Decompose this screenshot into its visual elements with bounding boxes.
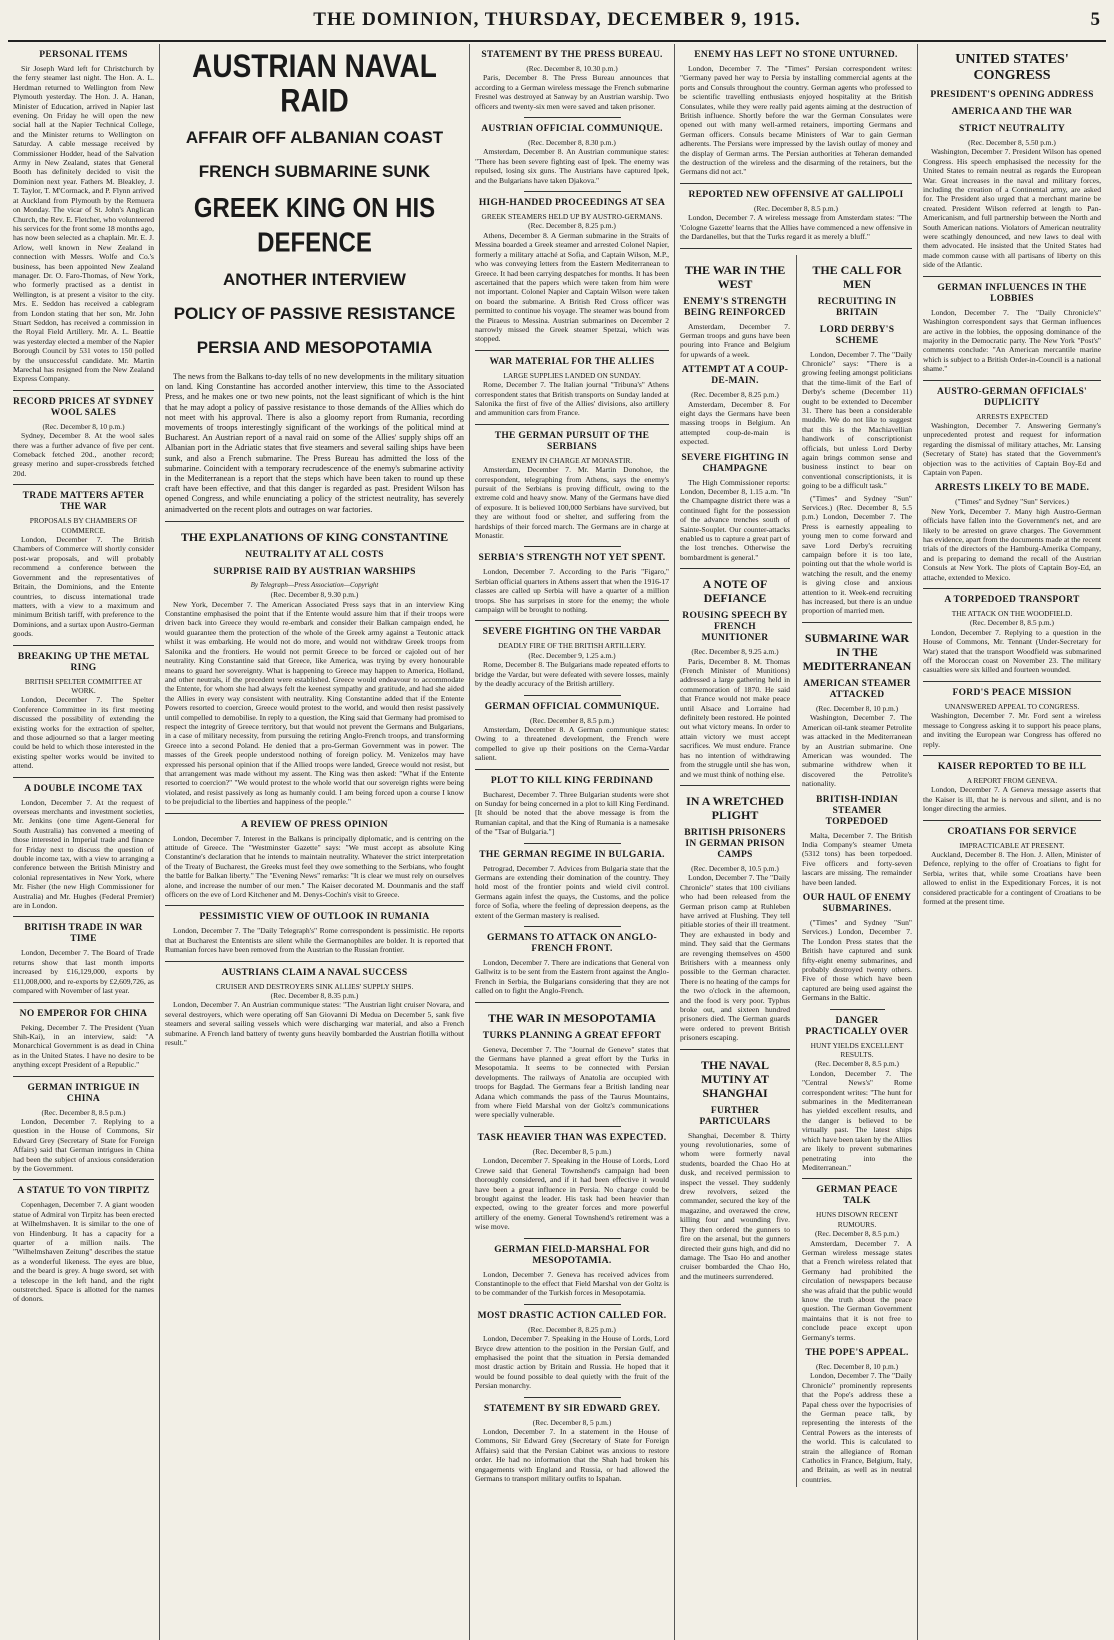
headline: THE POPE'S APPEAL. bbox=[805, 1348, 909, 1358]
headline: PLOT TO KILL KING FERDINAND bbox=[490, 775, 654, 786]
article-body: London, December 7. At the request of overseas merchants and investment societies, Mr. Jenkins (one time Agent-General for South Australia) has convened a meeting of those interested in Imperial trade and finance for Friday next to discuss the question of double income tax, with a view to arranging a conference between the British Ministry and colonial representatives in New York, where Mr. Fisher (the new High Commissioner for Australia) and Mr. Hughes (Federal Premier) are in London. bbox=[13, 797, 154, 911]
dateline: (Rec. December 8, 10 p.m.) bbox=[815, 1362, 899, 1371]
article-body: London, December 7. A Geneva message asserts that the Kaiser is ill, that he is nervous and silent, and is no longer directing the armies. bbox=[923, 785, 1101, 814]
dateline: (Rec. December 8, 8.5 p.m.) bbox=[41, 1107, 126, 1117]
headline: A STATUE TO VON TIRPITZ bbox=[17, 1186, 150, 1197]
subheadline: AMERICAN STEAMER ATTACKED bbox=[803, 678, 911, 700]
article-body: Amsterdam, December 7. A German wireless message states that a French wireless related that Germany had prohibited the circulation of newspapers because she was afraid that the public would know the truth about the peace question. The German Government maintains that it is not free to conclude peace except upon Germany's terms. bbox=[802, 1238, 912, 1342]
subheadline: ENEMY'S STRENGTH BEING REINFORCED bbox=[683, 296, 787, 318]
headline: MOST DRASTIC ACTION CALLED FOR. bbox=[477, 1310, 667, 1321]
subheadline: RECRUITING IN BRITAIN bbox=[817, 296, 897, 318]
article-body: London, December 7. The "Daily Telegraph's" Rome correspondent is pessimistic. He reports that at Bucharest the Ententists are silent while the Germanophiles are bolder. It is reported that Rumanian forces have been removed from the Austrian to the Russian frontier. bbox=[165, 926, 464, 955]
column-3 bbox=[470, 44, 675, 1640]
dateline: (Rec. December 8, 8.30 p.m.) bbox=[528, 138, 616, 148]
headline: ATTEMPT AT A COUP-DE-MAIN. bbox=[681, 365, 789, 387]
subheadline: DEADLY FIRE OF THE BRITISH ARTILLERY. bbox=[498, 641, 646, 651]
article-body: London, December 7. The "Daily Chronicle" prominently represents that the Pope's address these a Papal chess over the hypocrisies of the German peace talk, by representing the interests of the Central Powers as the interests of the world. This is calculated to strain the allegiance of Roman Catholics in France, Belgium, Italy, and Britain, as well as in neutral countries. bbox=[802, 1371, 912, 1484]
subheadline: FURTHER PARTICULARS bbox=[699, 1105, 771, 1127]
subheadline: BRITISH SPELTER COMMITTEE AT WORK. bbox=[24, 676, 143, 695]
headline: OUR HAUL OF ENEMY SUBMARINES. bbox=[802, 892, 912, 914]
article-body: Washington, December 7. The American oil-tank steamer Petrolite was attacked in the Mediterranean by an Austrian submarine. One American was wounded. The submarine withdrew when it discovered the Petrolite's nationality. bbox=[802, 713, 912, 789]
headline: BRITISH TRADE IN WAR TIME bbox=[24, 923, 143, 945]
headline: WAR MATERIAL FOR THE ALLIES bbox=[489, 356, 655, 367]
deck-headline: POLICY OF PASSIVE RESISTANCE bbox=[173, 304, 456, 323]
subheadline: TURKS PLANNING A GREAT EFFORT bbox=[482, 1030, 662, 1041]
dateline: ("Times" and Sydney "Sun" Services.) bbox=[955, 497, 1069, 507]
article-body: Washington, December 7. Answering Germany's unprecedented protest and request for information regarding the dismissal of military attaches, Mr. Lansing (Secretary of State) has stated that the Government's objection was to the activities of Captain Boy-Ed and Captain von Papen. bbox=[923, 420, 1101, 477]
article-body: Copenhagen, December 7. A giant wooden statue of Admiral von Tirpitz has been erected at Wilhelmshaven. It is similar to the one of von Hindenburg. It has a capacity for a quarter of a million nails. The "Wilhelmshaven Zeitung" describes the statue as a wonderful likeness. The eyes are blue, and the beard is grey. A huge sword, set with a telescope in the left hand, and the right outstretched. Space is allotted for the names of donors. bbox=[13, 1200, 154, 1304]
article-body: London, December 7. The Board of Trade returns show that last month imports increased by £16,129,000, exports by £11,008,000, and re-exports by £2,609,726, as compared with November of last year. bbox=[13, 948, 154, 996]
article-body: The High Commissioner reports: London, December 8, 1.15 a.m. "In the Champagne district there was a continued fight for the possession of the advance trenches south of Sainte-Souplet. Our counter-attacks enabled us to capture a great part of the lost trenches. Otherwise the bombardment is general." bbox=[680, 477, 790, 562]
article-body: London, December 7. Geneva has received advices from Constantinople to the effect that Field Marshal von der Goltz is to be commander of the Turkish forces in Mesopotamia. bbox=[475, 1269, 669, 1298]
article-body: London, December 7. The "Daily Chronicle" states that 100 civilians who had been released from the German prison camp at Ruhleben have arrived at Flushing. They tell pitiable stories of their ill treatment. They are exhausted in body and mind. They said that the Germans are revenging themselves on 4500 Britishers with a meanness only possible to the German character. There is no heating of the camps for the two o'clock in the afternoon, and the food is very poor. Typhus broke out, and sixteen hundred prisoners died. The German guards were ordered to prevent British prisoners escaping. bbox=[680, 873, 790, 1043]
subheadline: PROPOSALS BY CHAMBERS OF COMMERCE. bbox=[29, 516, 138, 535]
article-body: London, December 7. A wireless message from Amsterdam states: "The 'Cologne Gazette' learns that the Allies have commenced a new offensive in the Dardanelles, but that the Turks regard it as merely a bluff." bbox=[680, 213, 912, 242]
article-body: Auckland, December 8. The Hon. J. Allen, Minister of Defence, replying to the offer of Croatians to fight for Serbia, writes that, while some Croatians have been allowed to enlist in the Expeditionary Forces, it is not considered practicable for a contingent of Croatians to be formed at the present time. bbox=[923, 849, 1101, 906]
subheadline: LARGE SUPPLIES LANDED ON SUNDAY. bbox=[503, 370, 641, 380]
deck-headline: FRENCH SUBMARINE SUNK bbox=[198, 162, 431, 181]
headline: GERMAN OFFICIAL COMMUNIQUE. bbox=[484, 701, 660, 712]
dateline: (Rec. December 8, 5 p.m.) bbox=[532, 1417, 612, 1427]
headline: STATEMENT BY SIR EDWARD GREY. bbox=[483, 1403, 661, 1414]
headline: TRADE MATTERS AFTER THE WAR bbox=[22, 491, 145, 513]
headline: THE CALL FOR MEN bbox=[812, 262, 902, 291]
dateline: (Rec. December 8, 8.25 p.m.) bbox=[691, 390, 779, 400]
article-body: Sydney, December 8. At the wool sales there was a further advance of five per cent. Comeback fetched 20d., another record; greasy merino and super-crossbreds fetched 20d. bbox=[13, 431, 154, 478]
subheadline: THE ATTACK ON THE WOODFIELD. bbox=[951, 609, 1073, 619]
article-body: London, December 7. In a statement in the House of Commons, Sir Edward Grey (Secretary of State for Foreign Affairs) said that the Persian Cabinet was anxious to restore order. He had no information that the Shah had broken his engagements with England and Russia, or had allowed the Germans to transport military outfits to Ispahan. bbox=[475, 1427, 669, 1484]
headline: FORD'S PEACE MISSION bbox=[952, 687, 1072, 698]
article-body: London, December 7. According to the Paris "Figaro," Serbian official quarters in Athens assert that when the 1916-17 classes are called up Serbia will have a quarter of a million troops. She has surprises in store for the enemy; the whole campaign will be brought to nothing. bbox=[475, 567, 669, 615]
headline: IN A WRETCHED PLIGHT bbox=[686, 793, 784, 822]
deck-headline: PERSIA AND MESOPOTAMIA bbox=[196, 338, 433, 357]
subheadline: LORD DERBY'S SCHEME bbox=[819, 324, 895, 346]
article-body: London, December 7. The Spelter Conference Committee in its first meeting discussed the possibility of extending the existing works for the extraction of spelter, and those adjourned so that a larger meeting could be held to which those interested in the existing spelter works would be invited to attend. bbox=[13, 695, 154, 771]
subheadline: ARRESTS EXPECTED bbox=[975, 411, 1049, 421]
dateline: (Rec. December 8, 10 p.m.) bbox=[42, 421, 125, 431]
dateline: (Rec. December 8, 5 p.m.) bbox=[532, 1146, 612, 1156]
headline: GERMAN FIELD-MARSHAL FOR MESOPOTAMIA. bbox=[494, 1244, 650, 1266]
main-headline: AUSTRIAN NAVAL RAID bbox=[192, 48, 437, 119]
article-body: Geneva, December 7. The "Journal de Geneve" states that the Germans have planned a great effort by the Turks in Mesopotamia. It seems to be connected with Persian developments. The railways of Anatolia are occupied with troops for Bagdad. The Germans fear a British landing near Adana which commands the pass of the Taurus Mountains, from where Field Marshal von der Goltz's communications were specially vulnerable. bbox=[475, 1044, 669, 1120]
subheadline: A REPORT FROM GENEVA. bbox=[966, 775, 1058, 785]
dateline: (Rec. December 8, 10.5 p.m.) bbox=[691, 863, 779, 873]
deck-headline: ANOTHER INTERVIEW bbox=[223, 270, 406, 289]
article-body: Amsterdam, December 7. German troops and guns have been pouring into France and Belgium for upwards of a week. bbox=[680, 321, 790, 359]
subheadline: HUNT YIELDS EXCELLENT RESULTS. bbox=[810, 1040, 904, 1060]
subheadline: IMPRACTICABLE AT PRESENT. bbox=[959, 840, 1065, 850]
column-4 bbox=[675, 44, 918, 1640]
subheadline: SURPRISE RAID BY AUSTRIAN WARSHIPS bbox=[213, 566, 416, 577]
dateline: (Rec. December 8, 10.30 p.m.) bbox=[526, 64, 618, 73]
subheadline: UNANSWERED APPEAL TO CONGRESS. bbox=[944, 701, 1080, 711]
dateline: (Rec. December 8, 8.5 p.m.) bbox=[970, 618, 1054, 628]
headline: A TORPEDOED TRANSPORT bbox=[944, 595, 1080, 606]
article-body: Amsterdam, December 7. Mr. Martin Donohoe, the correspondent, telegraphing from Athens, says the enemy's pursuit of the Serbians is proving difficult, owing to the extreme cold and heavy snow. Many of the Germans have died of exposure. It is believed 100,000 Serbians have survived, but they are without food or shelter, and suffering from the hardships of their forced march. The Germans are in charge at Monastir. bbox=[475, 465, 669, 541]
headline: BRITISH-INDIAN STEAMER TORPEDOED bbox=[816, 794, 898, 827]
dateline: (Rec. December 8, 9.30 p.m.) bbox=[270, 590, 359, 600]
subheadline: GREEK STEAMERS HELD UP BY AUSTRO-GERMANS. bbox=[481, 212, 663, 222]
dateline: (Rec. December 9, 1.25 a.m.) bbox=[528, 650, 616, 660]
column-5 bbox=[918, 44, 1106, 1640]
article-body: Petrograd, December 7. Advices from Bulgaria state that the Germans are extending their domination of the country. They hold most of the frontier points and wield civil control. Germans again infest the quays, the Customs, and the police force of Sofia, where the feeling of depression deepens, as the extent of the German mastery is realised. bbox=[475, 863, 669, 920]
headline: THE GERMAN REGIME IN BULGARIA. bbox=[479, 849, 665, 860]
headline: THE NAVAL MUTINY AT SHANGHAI bbox=[701, 1057, 769, 1100]
headline: PESSIMISTIC VIEW OF OUTLOOK IN RUMANIA bbox=[199, 912, 430, 923]
dateline: (Rec. December 8, 10 p.m.) bbox=[815, 703, 899, 713]
headline: SEVERE FIGHTING IN CHAMPAGNE bbox=[681, 452, 789, 474]
subheadline: ENEMY IN CHARGE AT MONASTIR. bbox=[511, 455, 633, 465]
headline: AUSTRIAN OFFICIAL COMMUNIQUE. bbox=[481, 124, 663, 135]
headline: THE GERMAN PURSUIT OF THE SERBIANS bbox=[494, 430, 650, 452]
headline: THE WAR IN MESOPOTAMIA bbox=[488, 1010, 656, 1025]
lead-summary: The news from the Balkans to-day tells of no new developments in the military situation on land. King Constantine has accorded another interview, this time to the Associated Press, and he makes one or two new points, not the least significant of which is the hint that he may adopt a policy of passive resistance to those demands of the Allies which do not meet with his approval. There is also a gloomy report from Rumania, recording movements of troops interestingly significant of the workings of the political mind at Bucharest. An Austrian report of a naval raid on some of the Allies' supply ships off an Albanian port in the Adriatic states that five steamers and several sailing ships have been sunk, and also a French submarine. The Press Bureau has admitted the loss of the submarine. Coincident with a temporary recrudescence of the enemy's submarine activity in the Mediterranean is a report that the steps which have been taken to round up these craft have been effective, and that this danger is regarded as past. President Wilson has opened Congress, and while enunciating a policy of the strictest neutrality, has severely animadverted on the recent plots and outrages on war factories. bbox=[165, 372, 464, 514]
headline: GERMANS TO ATTACK ON ANGLO-FRENCH FRONT. bbox=[487, 933, 657, 954]
article-body: ("Times" and Sydney "Sun" Services.) (Rec. December 8, 5.5 p.m.) London, December 7. The Press is earnestly appealing to young men to come forward and save Lord Derby's recruiting campaign before it is too late, pointing out that the whole world is watching the result, and the enemy is giving close and anxious attention to it. Week-end recruiting has increased, but there is an undue proportion of married men. bbox=[802, 493, 912, 616]
masthead bbox=[8, 0, 1106, 42]
headline: SERBIA'S STRENGTH NOT YET SPENT. bbox=[478, 553, 666, 564]
deck-headline: GREEK KING ON HIS DEFENCE bbox=[193, 192, 436, 259]
headline: SEVERE FIGHTING ON THE VARDAR bbox=[482, 627, 662, 638]
subheadline: AMERICA AND THE WAR bbox=[951, 107, 1073, 117]
headline: GERMAN INTRIGUE IN CHINA bbox=[27, 1082, 140, 1104]
column-2 bbox=[160, 44, 470, 1640]
subheadline: HUNS DISOWN RECENT RUMOURS. bbox=[815, 1210, 899, 1229]
dateline: (Rec. December 8, 8.35 p.m.) bbox=[270, 991, 359, 1001]
masthead-title: THE DOMINION, THURSDAY, DECEMBER 9, 1915. bbox=[313, 9, 801, 30]
subheadline: NEUTRALITY AT ALL COSTS bbox=[245, 549, 384, 560]
headline: SUBMARINE WAR IN THE MEDITERRANEAN bbox=[802, 630, 912, 673]
subheadline: ROUSING SPEECH BY FRENCH MUNITIONER bbox=[682, 611, 788, 644]
article-body: London, December 7. The "Times" Persian correspondent writes: "Germany paved her way to Persia by installing commercial agents at the ports and Consuls throughout the country. German agents who professed to be scientific travelling enthusiasts enjoyed hospitality at the British Consulates, while they were really paid agents aiming at the destruction of British influence. Shortly before the war the German Consulates were opened out with many well-armed retainers, importing Germans and German officers. Consuls became Ministers of War to gain German adherents. The Persians were impressed by the lavish outlay of money and the display of German arms. The Persian authorities at Teheran demanded the destruction of the wireless and the disarming of the retainers, but the Germans did not act." bbox=[680, 64, 912, 177]
dateline: (Rec. December 8, 8.5 p.m.) bbox=[530, 715, 614, 725]
headline: UNITED STATES' CONGRESS bbox=[955, 52, 1069, 83]
subheadline: BRITISH PRISONERS IN GERMAN PRISON CAMPS bbox=[684, 827, 786, 860]
article-body: London, December 7. The "Daily Chronicle" says: "There is a growing feeling amongst politicians that the time-limit of the Earl of Derby's scheme (December 11) ought to be extended to December 31. There has been a considerable muddle. We do not like to suggest that this is the Machiavellian handiwork of conscriptionist officials, but unless Lord Derby again brings common sense and business instinct to bear on conventional conscriptionists, it is going to be a difficult task." bbox=[802, 349, 912, 491]
headline: GERMAN PEACE TALK bbox=[816, 1185, 898, 1207]
dateline: (Rec. December 8, 8.5 p.m.) bbox=[815, 1229, 899, 1239]
headline: KAISER REPORTED TO BE ILL bbox=[937, 761, 1087, 772]
article-body: Amsterdam, December 8. An Austrian communique states: "There has been severe fighting east of Ipek. The enemy was repulsed, losing six guns. The Austrians have captured Ipek, and the Bulgarians have taken Djakova." bbox=[475, 147, 669, 185]
headline: GERMAN INFLUENCES IN THE LOBBIES bbox=[937, 282, 1087, 304]
article-body: London, December 7. Speaking in the House of Lords, Lord Bryce drew attention to the position in the Persian Gulf, and emphasised the point that the situation in Persia demanded most drastic action by Britain and Russia. He hoped that it would be found possible to deal quietly with the fruit of the Persian monarchy. bbox=[475, 1334, 669, 1391]
headline: AUSTRIANS CLAIM A NAVAL SUCCESS bbox=[221, 967, 408, 978]
headline: DANGER PRACTICALLY OVER bbox=[805, 1015, 909, 1037]
article-body: Peking, December 7. The President (Yuan Shih-Kai), in an interview, said: "A Monarchical Government is as dead in China as in the United States. I have no desire to be anything except President of a Republic." bbox=[13, 1022, 154, 1070]
article-body: London, December 7. Interest in the Balkans is principally diplomatic, and is centring on the attitude of Greece. The "Westminster Gazette" says: "We must accept as absolute King Constantine's declaration that he intends to maintain neutrality. Whatever the strict interpretation of the Treaty of Bucharest, the Greeks must feel they owe something to the Serbians, who fought the battle for Balkan liberty." The "Evening News" remarks: "It is clear we must rely on ourselves alone, and increase the number of our men." The Kaiser decorated M. Dounmanis and the staff officers on the eve of Lord Kitchener and M. Denys-Cochin's visit to Greece. bbox=[165, 833, 464, 900]
article-body: New York, December 7. The American Associated Press says that in an interview King Constantine emphasised the point that if the Entente would assure him that if their troops were driven back into Greece they would re-embark and consider their Balkan campaign ended, he would guarantee them the protection of the whole of the Greek army against a Teutonic attack whilst it was embarking. He would not do more, and would not withdraw Greek troops from Salonika and the frontiers. He would not permit Greece to be forced or cajoled out of her neutrality. King Constantine said that Greece, like America, was trying by every honourable means to guard her sovereignty. What is happening to Greece may happen to America, Holland, and other neutrals, if the precedent were established. Greece would endeavour to accommodate the Entente, for whom she had always felt the keenest sympathy and gratitude, and had she aided the Allies in every way consistent with neutrality. King Constantine added that if the Entente Powers resorted to coercion, Greece would protest to the world, and would then resist passively until compelled to demobilise. In reply to a question, the King said that Germany had promised to respect the integrity of Greece territory, but that would not prevent the Germans and Bulgarians, in a case of military necessity, from pursuing the retiring Anglo-French troops, and transforming Greece into a second Poland. He denied that a pro-German Government was in power. The masses of the Greek people understood nothing of foreign policy. M. Venizelos may have expressed his personal opinion that if the Allied troops were landed, Greece would not resist, but that arrangement was made without my assent. The King was then asked: "What if the Entente resorted to coercion?" "We would protest to the whole world that our sovereign rights were being violated, and resist passively as long as humanly could. I am being forced upon a course I know to be prejudicial to the liberties and happiness of the people." bbox=[165, 599, 464, 807]
dateline: (Rec. December 8, 8.5 p.m.) bbox=[754, 203, 838, 213]
deck-headline: AFFAIR OFF ALBANIAN COAST bbox=[185, 128, 444, 147]
subheadline: STRICT NEUTRALITY bbox=[958, 124, 1066, 134]
headline: AUSTRO-GERMAN OFFICIALS' DUPLICITY bbox=[937, 386, 1087, 408]
article-body: Rome, December 8. The Bulgarians made repeated efforts to bridge the Vardar, but were defeated with severe losses, mainly by the deadly accuracy of the British artillery. bbox=[475, 660, 669, 689]
dateline: (Rec. December 8, 8.25 p.m.) bbox=[528, 1324, 616, 1334]
article-body: London, December 7. Speaking in the House of Lords, Lord Crewe said that General Townshend's campaign had been thoroughly considered, and if it had been effective it would have been a great influence in Persia. No charge could be brought against the leader. His task had been heavier than expected, owing to the greater forces and more powerful artillery of the enemy. General Townshend's retirement was a wise move. bbox=[475, 1156, 669, 1232]
article-body: London, December 7. Replying to a question in the House of Commons, Sir Edward Grey (Secretary of State for Foreign Affairs) said that German intrigues in China had been the subject of anxious consideration by the Government. bbox=[13, 1116, 154, 1173]
article-body: London, December 7. The "Daily Chronicle's" Washington correspondent says that German influences are active in the lobbies, the opposing dominance of the majority in the Democratic party. The New York "Post's" comments conclude: "An American mercantile marine which is subject to a British Order-in-Council is a national shame." bbox=[923, 307, 1101, 374]
article-body: New York, December 7. Many high Austro-German officials have fallen into the Government's net, and are likely to be arrested on grave charges. The Government has evidence, apart from the documents made at the recent trials of the directors of the Hamburg-Amerika Company, and is preparing to demand the recall of the Austrian Consuls at New York. The plots of Captain Boy-Ed, an attache, extended to Mexico. bbox=[923, 506, 1101, 582]
article-body: Rome, December 7. The Italian journal "Tribuna's" Athens correspondent states that British transports on Sunday landed at Salonika the first of five of the Allies' divisions, also artillery and ammunition cars from France. bbox=[475, 380, 669, 418]
headline: REPORTED NEW OFFENSIVE AT GALLIPOLI bbox=[688, 189, 904, 200]
article-body: Malta, December 7. The British India Company's steamer Umeta (5312 tons) has been torpedoed. Five officers and forty-seven lascars are missing. The remainder have been landed. bbox=[802, 830, 912, 887]
article-body: London, December 7. The "Central News's" Rome correspondent writes: "The hunt for submarines in the Mediterranean has yielded excellent results, and the danger is believed to be virtually past. The latest ships which have been taken by the Allies are likely to prevent submarines penetrating into the Mediterranean." bbox=[802, 1068, 912, 1172]
article-body: London, December 7. Replying to a question in the House of Commons, Mr. Tennant (Under-Secretary for War) stated that the transport Woodfield was submarined off the Moroccan coast on November 23. The military casualties were six killed and fourteen wounded. bbox=[923, 627, 1101, 675]
article-body: Paris, December 8. The Press Bureau announces that according to a German wireless message the French submarine Fresnel was destroyed at Sanway by an Austrian warship. Two officers and twenty-six men were saved and taken prisoner. bbox=[475, 73, 669, 111]
page-number: 5 bbox=[1090, 9, 1100, 30]
dateline: (Rec. December 8, 5.50 p.m.) bbox=[968, 138, 1056, 147]
headline: A DOUBLE INCOME TAX bbox=[24, 783, 143, 794]
column-1 bbox=[8, 44, 160, 1640]
article-body: ("Times" and Sydney "Sun" Services.) London, December 7. The London Press states that the British have captured and sunk fifty-eight enemy submarines, and probably destroyed twenty others. Five of those which have been captured are being used against the Germans in the Baltic. bbox=[802, 917, 912, 1003]
dateline: (Rec. December 8, 9.25 a.m.) bbox=[691, 647, 779, 657]
article-body: Athens, December 8. A German submarine in the Straits of Messina boarded a Greek steamer and arrested Colonel Napier, formerly a military attaché at Sofia, and Captain Wilson, M.P., who was conveying letters from the Eastern Mediterranean to Greece. It had been carrying despatches for months. It has been ascertained that the papers which were taken from him were not important. Colonel Napier and Captain Wilson were taken on board the submarine. A British Red Cross officer was permitted to continue his voyage. The steamer was bound from the Piraeus to Messina. Austrian submarines on December 2 narrowly missed the Greek steamer Spetzai, which was stopped. bbox=[475, 230, 669, 344]
dateline: (Rec. December 8, 8.25 p.m.) bbox=[528, 221, 616, 231]
headline: ARRESTS LIKELY TO BE MADE. bbox=[934, 483, 1090, 494]
headline: PERSONAL ITEMS bbox=[39, 50, 128, 60]
article-body: Washington, December 7. Mr. Ford sent a wireless message to Congress asking it to support his peace plans, and inviting the European war Congress has offered no reply. bbox=[923, 711, 1101, 749]
article-body: Bucharest, December 7. Three Bulgarian students were shot on Sunday for being concerned in a plot to kill King Ferdinand. [It should be noted that the above message is from the Rumanian capital, and that the King of Rumania is a namesake of the "Tsar of Bulgaria."] bbox=[475, 789, 669, 837]
headline: TASK HEAVIER THAN WAS EXPECTED. bbox=[477, 1132, 667, 1143]
headline: BREAKING UP THE METAL RING bbox=[17, 651, 150, 673]
subheadline: PRESIDENT'S OPENING ADDRESS bbox=[930, 90, 1094, 100]
article-body: London, December 7. An Austrian communique states: "The Austrian light cruiser Novara, and several destroyers, which were operating off San Giovanni Di Medua on December 5, sank five steamers and several sailing vessels which were discharging war material, and also a French submarine. A French land battery of twenty guns heavily bombarded the Austrian flotilla without result." bbox=[165, 1000, 464, 1048]
headline: NO EMPEROR FOR CHINA bbox=[19, 1008, 148, 1019]
dateline: (Rec. December 8, 8.5 p.m.) bbox=[815, 1059, 899, 1069]
headline: ENEMY HAS LEFT NO STONE UNTURNED. bbox=[694, 50, 898, 60]
article-body: Sir Joseph Ward left for Christchurch by the ferry steamer last night. The Hon. A. L. Herdman returned to Wellington from New Plymouth yesterday. The Hon. J. A. Hanan, Minister of Education, arrived in Napier last evening. On Friday he will open the new social hall at the Napier Technical College, and the Minister returns to Wellington on Saturday. A cable message received by Commissioner Hodder, head of the Salvation Army in New Zealand, states that General Booth has definitely decided to visit the Dominion next year. Fathers M. Bleakley, J. T. Taylor, T. M'Cormack, and P. Flynn arrived at Auckland from Plymouth by the Remuera on Monday. The vicar of St. John's Anglican Church, the Rev. E. Fletcher, who volunteered his services for the front some 18 months ago, has now been selected as a chaplain. Mr. E. J. Arlow, well known in New Zealand in connection with Messrs. Wolfe and Co.'s business, has been appointed New Zealand manager. Dr. O. Faro-Thomas, of New York, who formerly practised as a dentist in Wellington, is at present a visitor to the city. Mrs. E. Seddon has received a cablegram from London stating that her son, Mr. John Stuart Seddon, has received a commission in the Royal Field Artillery. Mr. A. L. Beattie was yesterday elected a member of the Napier Borough Council by 531 votes to 150 polled by the unsuccessful candidate. Mr. Martin Marechal has resigned from the New Zealand Express Company. bbox=[13, 64, 154, 384]
wire-credit: By Telegraph—Press Association—Copyright bbox=[250, 580, 379, 589]
article-body: Paris, December 8. M. Thomas (French Minister of Munitions) addressed a large gathering held in commemoration of 1870. He said that France would not make peace until Alsace and Lorraine had definitely been restored. He pointed out what victory means. In order to attain victory we must accept sacrifices. We must endure. France has no intention of withdrawing from the struggle until she has won, and we must think of nothing else. bbox=[680, 656, 790, 779]
headline: A NOTE OF DEFIANCE bbox=[702, 577, 768, 606]
article-body: Shanghai, December 8. Thirty young revolutionaries, some of whom were formerly naval students, boarded the Chao Ho at dusk, and received permission to inspect the vessel. They suddenly drew revolvers, seized the commander, secured the key of the magazine, and overawed the crew, killing four and wounding five. They then ordered the gunners to fire on the arsenal, but the gunners directed their guns high, and did no damage. The Tsao Ho and another cruiser bombarded the Chao Ho, and the mutineers surrendered. bbox=[680, 1130, 790, 1281]
article-body: London, December 7. There are indications that General von Gallwitz is to be sent from the Eastern front against the Anglo-French in Serbia, the Bulgarians considering that they are not called on to fight the Anglo-French. bbox=[475, 958, 669, 996]
columns bbox=[8, 44, 1106, 1640]
article-body: Amsterdam, December 8. For eight days the Germans have been massing troops in Belgium. An attempted coup-de-main is expected. bbox=[680, 399, 790, 447]
headline: THE WAR IN THE WEST bbox=[684, 262, 786, 291]
headline: A REVIEW OF PRESS OPINION bbox=[241, 819, 388, 830]
article-body: Amsterdam, December 8. A German communique states: Owing to a threatened development, the French were compelled to give up their positions on the Cerna-Vardar salient. bbox=[475, 724, 669, 763]
headline: THE EXPLANATIONS OF KING CONSTANTINE bbox=[180, 529, 449, 544]
headline: STATEMENT BY THE PRESS BUREAU. bbox=[481, 50, 663, 60]
article-body: London, December 7. The British Chambers of Commerce will shortly consider post-war proposals, and will probably recommend a conference between the Government and the representatives of Britain, the Dominions, and the Entente countries, to discuss international trade matters, with a view to a maximum and minimum British tariff, with preference to the Dominions, and a surtax upon Austro-German goods. bbox=[13, 535, 154, 639]
headline: CROATIANS FOR SERVICE bbox=[947, 826, 1077, 837]
article-body: Washington, December 7. President Wilson has opened Congress. His speech emphasised the necessity for the United States to remain neutral as regards the European War. Great increases in the naval and military forces, including the creation of a Continental army, are asked for. The President also urged that a merchant marine be created. President Wilson referred at length to Pan-Americanism, and full partnership between the North and South American nations. Violators of American neutrality were scathingly denounced, and new laws to deal with them advocated. He insisted that the United States had made common cause with all partisans of liberty on this side of the Atlantic. bbox=[923, 147, 1101, 270]
headline: RECORD PRICES AT SYDNEY WOOL SALES bbox=[13, 396, 154, 418]
headline: HIGH-HANDED PROCEEDINGS AT SEA bbox=[478, 198, 666, 209]
subheadline: CRUISER AND DESTROYERS SINK ALLIES' SUPPLY SHIPS. bbox=[215, 981, 414, 991]
